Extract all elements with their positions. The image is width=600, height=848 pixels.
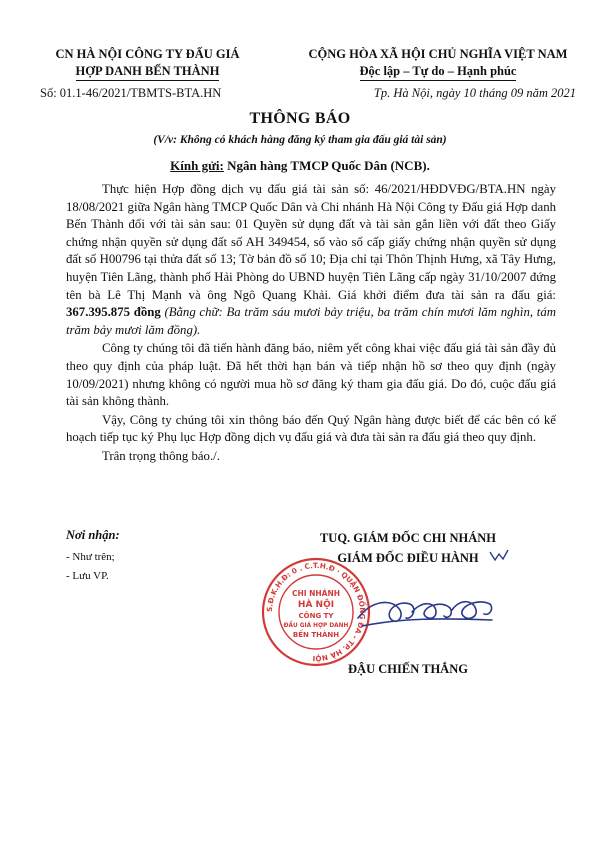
document-number: Số: 01.1-46/2021/TBMTS-BTA.HN (40, 86, 222, 100)
org-name-line2: HỢP DANH BẾN THÀNH (76, 63, 220, 81)
signer-authority: TUQ. GIÁM ĐỐC CHI NHÁNH (319, 531, 497, 545)
signer-position: GIÁM ĐỐC ĐIỀU HÀNH (337, 551, 479, 565)
national-title: CỘNG HÒA XÃ HỘI CHỦ NGHĨA VIỆT NAM (308, 47, 568, 61)
recipient-line (0, 158, 600, 174)
seal-ring-text: S.Đ.K.H.Đ: 0 . C.T.H.Đ · QUẬN ĐỐNG ĐA - TP. HÀ NỘI (264, 560, 368, 664)
document-title: THÔNG BÁO (249, 110, 351, 127)
national-header (300, 46, 576, 81)
recipient-name: Ngân hàng TMCP Quốc Dân (NCB). (223, 158, 430, 173)
starting-price-amount: 367.395.875 đồng (66, 305, 161, 320)
recipient-label: Kính gửi: (170, 158, 224, 173)
seal-line-5: BẾN THÀNH (292, 631, 340, 639)
document-body (66, 181, 556, 467)
national-motto: Độc lập – Tự do – Hạnh phúc (360, 63, 517, 81)
seal-line-1: CHI NHÁNH (291, 589, 341, 598)
document-date: Tp. Hà Nội, ngày 10 tháng 09 năm 2021 (373, 86, 576, 100)
seal-line-2: HÀ NỘI (297, 600, 335, 610)
org-name-line1: CN HÀ NỘI CÔNG TY ĐẤU GIÁ (55, 47, 240, 61)
paragraph-1-text: Thực hiện Hợp đồng dịch vụ đấu giá tài sản số: 46/2021/HĐDVĐG/BTA.HN ngày 18/08/2021 giữa Ngân hàng TMCP Quốc Dân và Chi nhánh Hà Nội Công ty Đấu giá Hợp danh Bến Thành đối với tài sản sau: 01 Quyền sử dụng đất và tài sản gắn liền với đất theo Giấy chứng nhận quyền sử dụng đất số AH 349454, số vào sổ cấp giấy chứng nhận quyền sử dụng đất số H00796 tại thửa đất số 13; Tờ bản đồ số 10; Địa chỉ tại Thôn Thịnh Hưng, xã Tây Hưng, huyện Tiên Lãng, thành phố Hải Phòng do UBND huyện Tiên Lãng cấp ngày 31/10/2007 đứng tên bà Lê Thị Mạnh và ông Ngô Quang Khải. Giá khởi điểm đưa tài sản ra đấu giá: (66, 182, 556, 302)
receiver-item: - Lưu VP. (66, 570, 109, 582)
initial-mark-icon (488, 548, 510, 562)
seal-line-3: CÔNG TY (298, 612, 334, 620)
body-paragraph-1 (66, 181, 556, 339)
document-subject: (V/v: Không có khách hàng đăng ký tham gia đấu giá tài sản) (153, 134, 447, 146)
signer-name: ĐẬU CHIẾN THẮNG (348, 662, 468, 676)
receivers-title: Nơi nhận: (66, 528, 120, 542)
org-header (40, 46, 255, 81)
receiver-item: - Như trên; (66, 551, 115, 563)
seal-line-4: ĐẤU GIÁ HỢP DANH (283, 623, 349, 629)
body-paragraph-2: Công ty chúng tôi đã tiến hành đăng báo, niêm yết công khai việc đấu giá tài sản đầy đủ theo quy định của pháp luật. Đã hết thời hạn bán và tiếp nhận hồ sơ theo quy định (ngày 10/09/2021) nhưng không có người mua hồ sơ đăng ký tham gia đấu giá. Do đó, cuộc đấu giá tài sản không thành. (66, 341, 556, 409)
starting-price-in-words: (Bằng chữ: Ba trăm sáu mươi bảy triệu, ba trăm chín mươi lăm nghìn, tám trăm bảy mươi lăm đồng). (66, 305, 556, 337)
body-paragraph-4: Trân trọng thông báo./. (102, 448, 220, 463)
handwritten-signature (352, 588, 502, 638)
body-paragraph-3: Vậy, Công ty chúng tôi xin thông báo đến Quý Ngân hàng được biết để các bên có kế hoạch tiếp tục ký Phụ lục Hợp đồng dịch vụ đấu giá và đưa tài sản ra đấu giá theo quy định. (66, 412, 556, 445)
